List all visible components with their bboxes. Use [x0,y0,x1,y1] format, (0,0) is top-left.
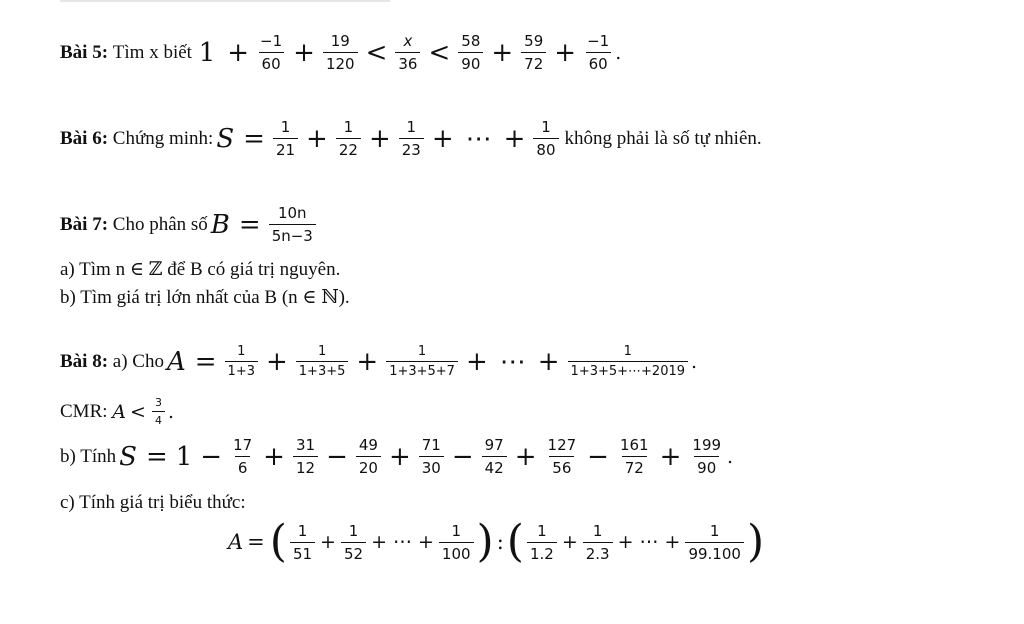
left-parenthesis: ( [506,516,524,567]
bai8-cmr-line [60,396,174,427]
fraction [545,436,580,477]
plus-sign: + [537,346,560,377]
numerator: 1 [417,344,427,359]
denominator: 12 [293,456,318,477]
variable-a: A [112,400,127,423]
denominator: 72 [622,456,647,477]
less-than-sign: < [365,37,388,68]
denominator: 90 [694,456,719,477]
plus-sign: + [431,123,454,154]
denominator: 42 [482,456,507,477]
operator-sign: + [388,441,411,472]
fraction [439,522,474,563]
numerator: 161 [619,436,649,454]
equals-sign: = [238,209,261,240]
fraction [152,396,165,427]
denominator: 4 [152,411,165,427]
less-than-sign: < [130,400,146,423]
numerator: 97 [484,436,504,454]
fraction [293,436,318,477]
numerator: 127 [547,436,577,454]
numerator: 1 [343,118,354,136]
numerator: 1 [348,521,359,540]
number-one: 1 [198,37,216,68]
bai7-part-b: b) Tìm giá trị lớn nhất của B (n ∈ ℕ). [60,287,350,308]
denominator: 51 [290,542,315,563]
denominator: 30 [419,456,444,477]
fraction [225,344,258,379]
plus-sign: + [293,37,315,68]
plus-sign: + [491,37,514,68]
bai8-c-math [228,516,765,567]
fraction [458,32,483,73]
right-parenthesis: ) [476,516,494,567]
fraction [584,32,612,73]
bai8-line-b [60,436,733,477]
bai8-b-math [116,436,733,477]
bai5-label: Bài 5: [60,41,109,63]
bai6-text: Chứng minh: [112,127,214,149]
ellipsis: ⋯ [499,346,526,377]
fraction [257,32,285,73]
fraction [617,436,652,477]
variable-a: A [166,346,186,377]
numerator: −1 [587,32,610,50]
denominator: 1+3+5+⋯+2019 [568,361,688,379]
numerator: 1 [280,118,291,136]
fraction [290,522,315,563]
operator-sign: + [514,441,537,472]
denominator: 1+3 [225,361,258,379]
bai8-c-expression [228,516,765,567]
bai6-label: Bài 6: [60,127,109,149]
top-divider [60,0,390,2]
ellipsis: ⋯ [465,123,492,154]
numerator: 1 [537,521,547,540]
denominator: 23 [399,138,424,159]
operator-sign: + [263,441,285,472]
bai7-text: Cho phân số [112,213,208,235]
equals-sign: = [247,530,265,554]
bai8-b-text: b) Tính [60,445,117,467]
plus-sign: + [356,346,379,377]
denominator: 80 [533,138,558,159]
plus-sign: + [465,346,488,377]
variable-a: A [228,530,244,554]
numerator: 71 [421,436,441,454]
bai8-a-text: a) Cho [112,350,164,372]
plus-sign: + [664,531,681,553]
bai7-part-a: a) Tìm n ∈ ℤ để B có giá trị nguyên. [60,259,341,280]
ellipsis: ⋯ [639,531,659,553]
cmr-math [112,396,174,427]
fraction [395,32,420,73]
plus-sign: + [417,531,434,553]
denominator: 52 [341,542,366,563]
fraction [269,204,316,245]
fraction [419,436,444,477]
fraction [482,436,507,477]
operator-sign: − [451,441,474,472]
fraction [533,118,558,159]
denominator: 20 [356,456,381,477]
plus-sign: + [227,37,250,68]
bai5-line [60,32,621,73]
bai6-line [60,118,762,159]
operator-sign: − [326,441,348,472]
denominator: 60 [259,52,284,73]
ellipsis: ⋯ [392,531,412,553]
equals-sign: = [194,346,217,377]
numerator: 10n [277,204,307,222]
denominator: 60 [586,52,611,73]
fraction [356,436,381,477]
operator-sign: + [659,441,682,472]
variable-s: S [119,441,137,472]
fraction [568,344,688,379]
fraction [296,344,349,379]
bai7-label: Bài 7: [60,213,109,235]
numerator: 1 [541,118,551,136]
denominator: 22 [336,138,361,159]
numerator: 1 [592,521,603,540]
bai6-suffix: không phải là số tự nhiên. [564,127,762,149]
fraction [386,344,458,379]
bai7-math [208,204,318,245]
denominator: 36 [395,52,420,73]
bai7-line [60,204,318,245]
denominator: 100 [439,542,474,563]
period: . [691,350,698,373]
variable-b: B [210,209,230,240]
fraction [521,32,546,73]
plus-sign: + [306,123,328,154]
denominator: 5n−3 [269,224,316,245]
denominator: 2.3 [583,542,613,563]
operator-sign: − [587,441,609,472]
numerator: −1 [260,32,283,50]
numerator: 1 [451,521,461,540]
variable-s: S [216,123,235,154]
fraction [323,32,358,73]
denominator: 6 [235,456,251,477]
plus-sign: + [503,123,526,154]
denominator: 72 [521,52,546,73]
denominator: 90 [458,52,483,73]
period: . [727,445,734,468]
numerator: 19 [330,32,350,50]
fraction [399,118,424,159]
bai8-label: Bài 8: [60,350,109,372]
plus-sign: + [561,531,578,553]
bai5-text: Tìm x biết [112,41,192,63]
fraction [583,522,613,563]
plus-sign: + [265,346,288,377]
numerator: 1 [297,521,308,540]
denominator: 1+3+5+7 [386,361,458,379]
denominator: 99.100 [685,542,744,563]
fraction [527,522,557,563]
numerator: 1 [317,344,327,359]
numerator: 17 [233,436,253,454]
plus-sign: + [320,531,336,553]
numerator: 3 [154,396,162,409]
plus-sign: + [368,123,391,154]
bai8-a-math [164,344,697,379]
bai8-line-c: c) Tính giá trị biểu thức: [60,492,246,513]
fraction [273,118,298,159]
numerator: 49 [358,436,378,454]
left-parenthesis: ( [269,516,287,567]
number-one: 1 [175,441,193,472]
denominator: 120 [323,52,358,73]
fraction [230,436,255,477]
less-than-sign: < [428,37,451,68]
numerator: 58 [461,32,481,50]
division-colon: : [496,530,504,554]
numerator: 1 [709,521,720,540]
plus-sign: + [617,531,634,553]
period: . [615,41,622,64]
numerator: 1 [406,118,417,136]
numerator: 1 [623,344,632,359]
numerator: 199 [692,436,722,454]
cmr-text: CMR: [60,400,108,422]
numerator: 1 [237,344,246,359]
equals-sign: = [243,123,265,154]
denominator: 56 [549,456,574,477]
operator-sign: − [200,441,223,472]
bai5-math [197,32,622,73]
denominator: 1.2 [527,542,557,563]
bai6-math [213,118,560,159]
numerator: 31 [295,436,316,454]
plus-sign: + [554,37,577,68]
period: . [167,400,174,423]
fraction [336,118,361,159]
numerator: x [403,32,413,50]
right-parenthesis: ) [746,516,765,567]
denominator: 21 [273,138,298,159]
bai8-line-a [60,344,697,379]
denominator: 1+3+5 [296,361,349,379]
equals-sign: = [145,441,168,472]
fraction [685,522,744,563]
plus-sign: + [371,531,387,553]
fraction [341,522,366,563]
numerator: 59 [524,32,544,50]
fraction [689,436,724,477]
